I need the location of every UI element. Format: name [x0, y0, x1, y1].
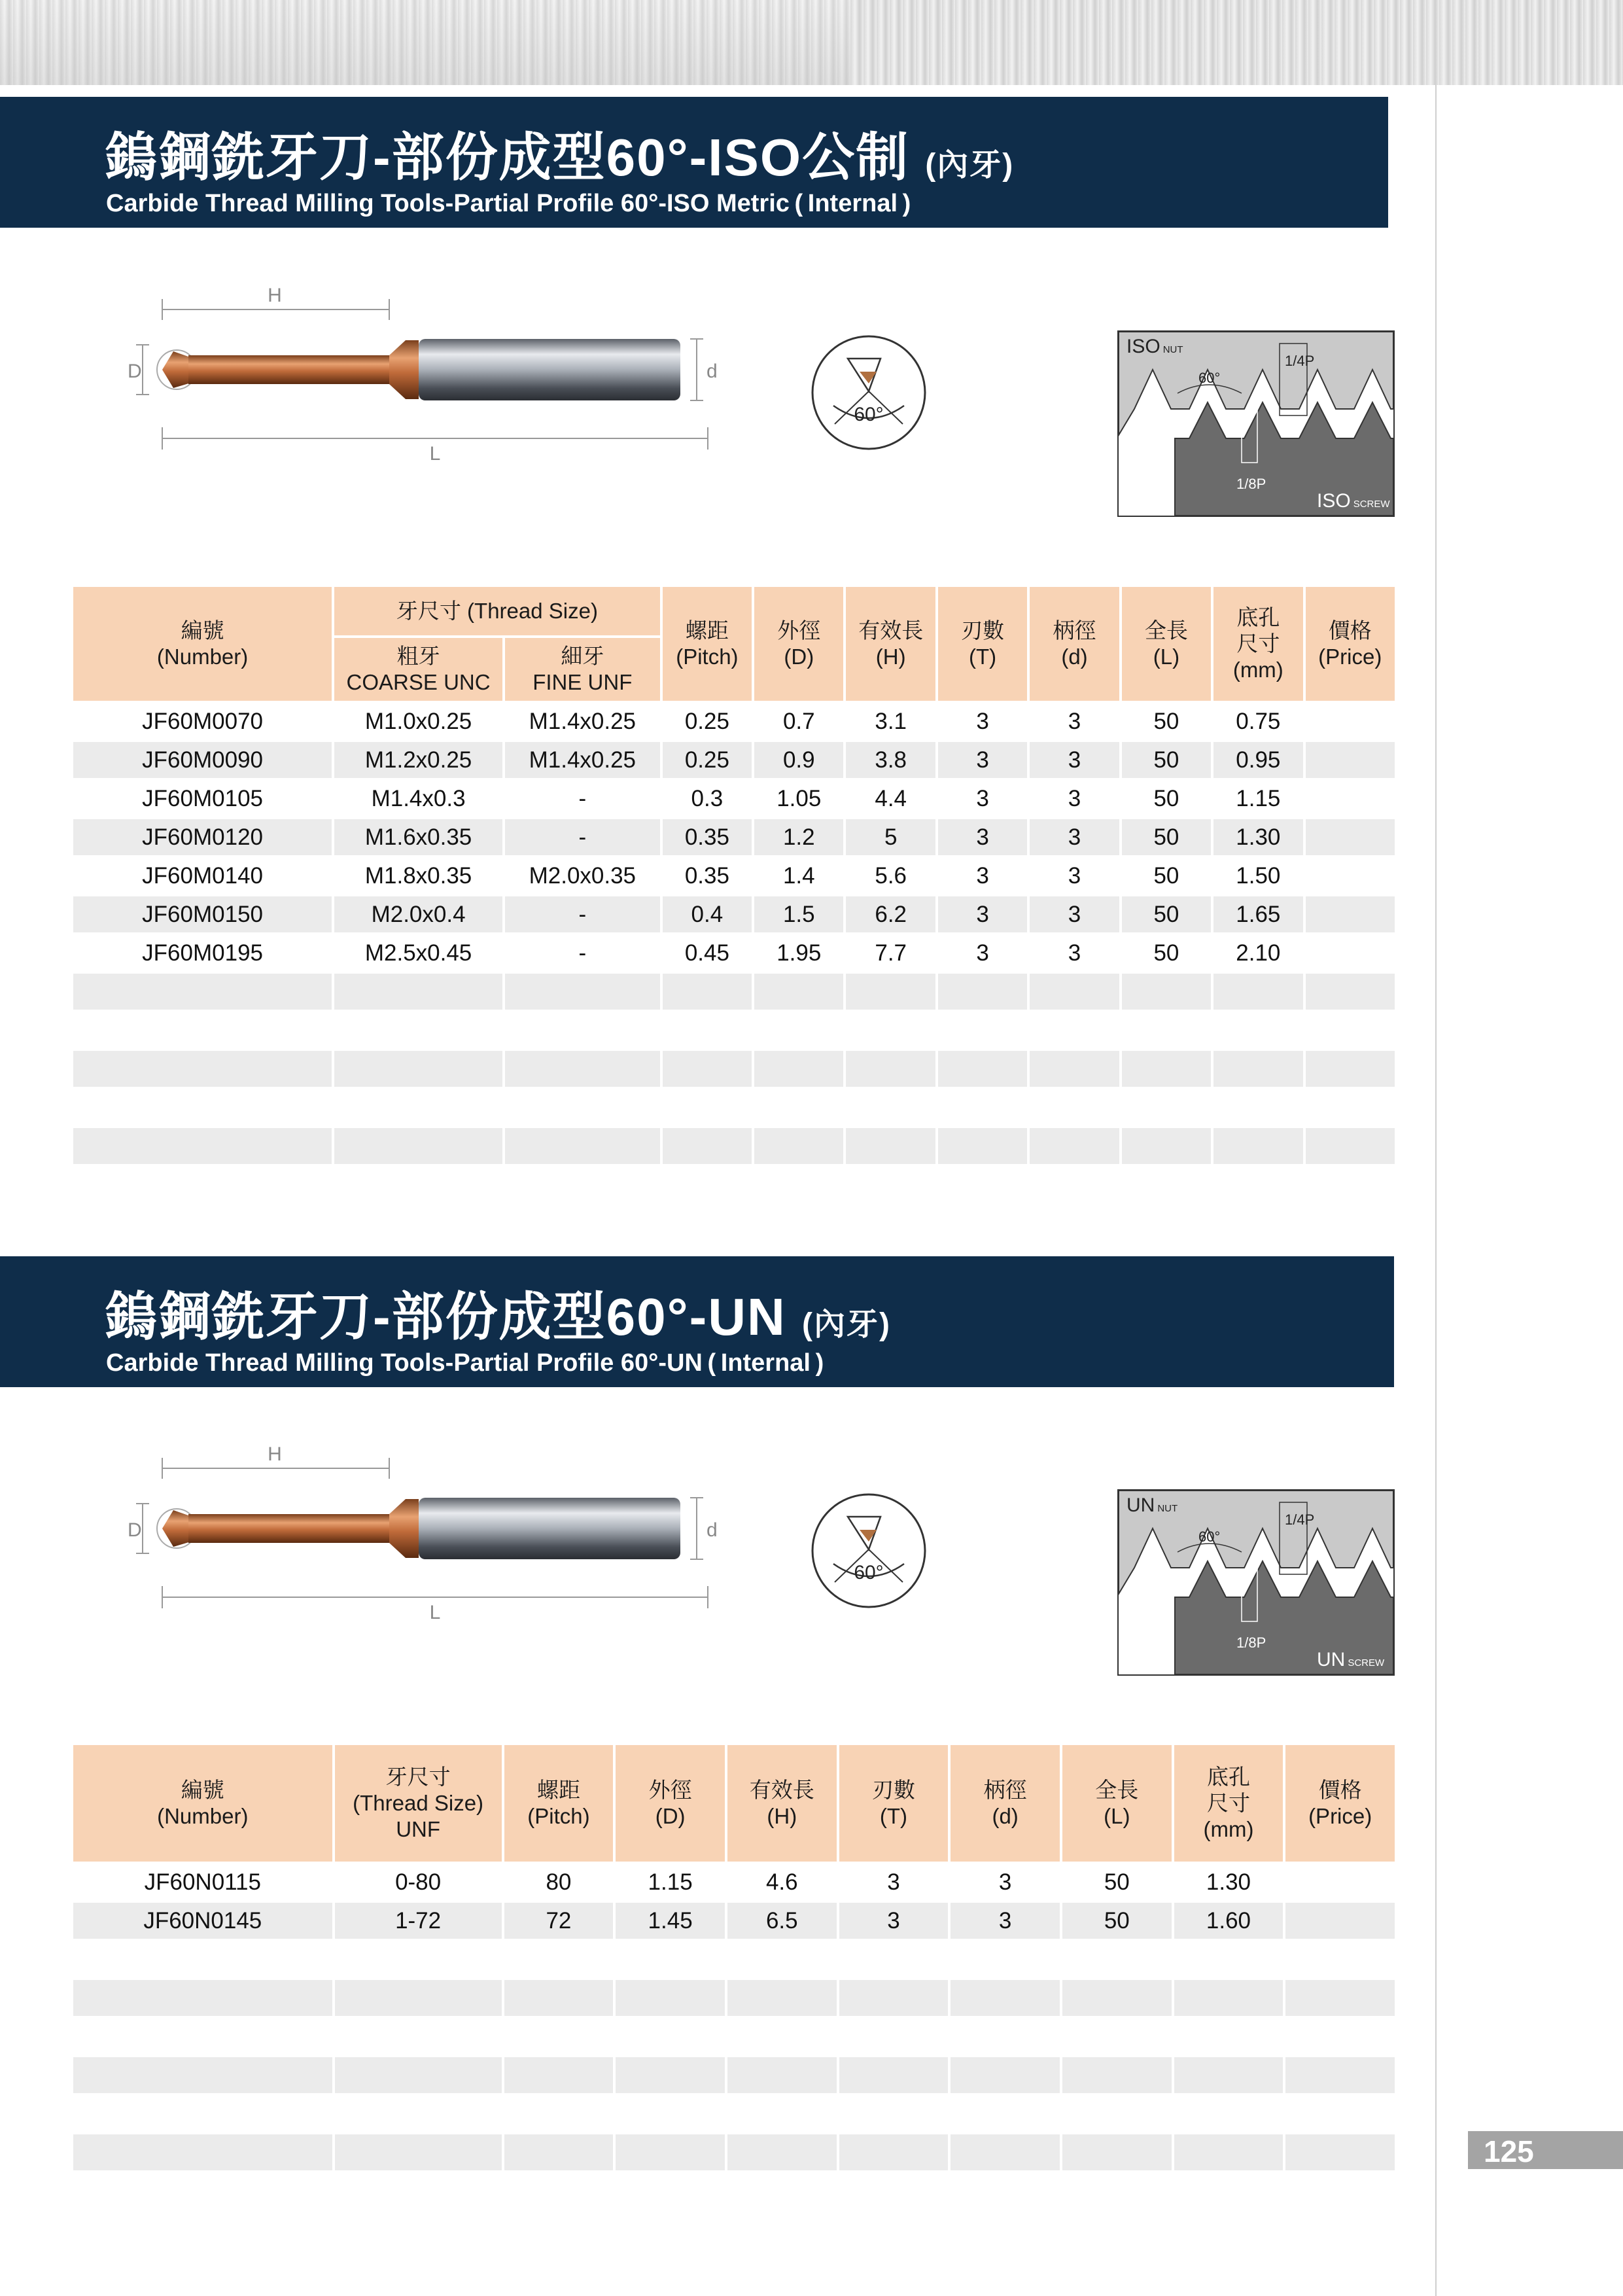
cell-shank: 3	[1030, 896, 1119, 932]
cell-eff: 4.6	[765, 1869, 798, 1895]
table-row	[73, 781, 1395, 817]
empty-row	[73, 1089, 1395, 1125]
cell-price	[1285, 1903, 1395, 1939]
col-teeth-header: 刃數 (T)	[938, 587, 1027, 701]
cell-price	[1285, 1864, 1395, 1900]
cell-pitch: 0.3	[691, 785, 724, 811]
cell-price	[1306, 858, 1395, 894]
cell-eff: 4.4	[875, 785, 907, 811]
cell-fine: -	[578, 785, 587, 811]
section-banner-un	[0, 1256, 1394, 1387]
empty-row	[73, 1941, 1395, 1977]
table-row	[73, 858, 1395, 894]
cell-fine: M1.4x0.25	[529, 708, 637, 734]
tool-dimension-drawing	[111, 278, 726, 468]
cell-hole: 1.50	[1236, 862, 1281, 889]
tool-dimension-drawing	[111, 1437, 726, 1627]
col-od-header: 外徑 (D)	[754, 587, 843, 701]
table-row	[73, 742, 1395, 778]
cell-pitch: 0.25	[663, 742, 752, 778]
profile-screw-label: UN SCREW	[1317, 1649, 1385, 1670]
col-number-header: 編號 (Number)	[73, 587, 332, 701]
col-thread-size-header: 牙尺寸 (Thread Size) UNF	[335, 1745, 502, 1862]
cell-number: JF60M0070	[142, 708, 263, 734]
cell-number: JF60N0115	[144, 1869, 261, 1895]
cell-eff: 7.7	[875, 940, 907, 966]
cell-od: 1.5	[754, 896, 843, 932]
cell-od: 1.05	[777, 785, 822, 811]
cell-price	[1306, 781, 1395, 817]
cell-hole: 0.95	[1213, 742, 1302, 778]
cell-coarse: M1.4x0.3	[371, 785, 466, 811]
iso-thread-profile-diagram	[1117, 330, 1395, 517]
section-title-en: Carbide Thread Milling Tools-Partial Profile 60°-ISO Metric ( Internal )	[106, 190, 911, 217]
cell-pitch: 0.35	[663, 819, 752, 855]
col-teeth-header: 刃數 (T)	[839, 1745, 949, 1862]
dim-d-big-label: D	[128, 361, 142, 382]
section-banner-iso	[0, 97, 1388, 228]
table-row	[73, 935, 1395, 971]
cell-price	[1306, 819, 1395, 855]
cell-pitch: 0.35	[684, 862, 729, 889]
cell-number: JF60M0195	[142, 940, 263, 966]
cell-teeth: 3	[938, 896, 1027, 932]
cell-coarse: M2.5x0.45	[364, 940, 472, 966]
col-effective-length-header: 有效長 (H)	[846, 587, 935, 701]
table-row	[73, 819, 1395, 855]
cell-coarse: M1.2x0.25	[334, 742, 502, 778]
cell-shank: 3	[951, 1903, 1060, 1939]
cell-shank: 3	[1068, 785, 1081, 811]
cell-eff: 3.8	[846, 742, 935, 778]
cell-fine: -	[505, 896, 660, 932]
cell-shank: 3	[1030, 742, 1119, 778]
col-price-header: 價格 (Price)	[1306, 587, 1395, 701]
col-total-length-header: 全長 (L)	[1062, 1745, 1172, 1862]
table-row	[73, 703, 1395, 739]
table-row	[73, 1864, 1395, 1900]
cell-total: 50	[1062, 1903, 1172, 1939]
cell-coarse: M1.0x0.25	[364, 708, 472, 734]
profile-quarter-p-label: 1/4P	[1285, 1511, 1315, 1528]
cell-total: 50	[1153, 862, 1179, 889]
empty-row	[73, 1128, 1395, 1164]
col-od-header: 外徑 (D)	[616, 1745, 725, 1862]
cell-teeth: 3	[976, 785, 989, 811]
cell-fine: M1.4x0.25	[505, 742, 660, 778]
col-fine-header: 細牙 FINE UNF	[505, 638, 660, 701]
table-row	[73, 1903, 1395, 1939]
cell-fine: M2.0x0.35	[529, 862, 637, 889]
cell-shank: 3	[1068, 862, 1081, 889]
col-shank-header: 柄徑 (d)	[951, 1745, 1060, 1862]
section-title-zh: 鎢鋼銑牙刀-部份成型60°-ISO公制 (內牙)	[105, 128, 1015, 186]
col-total-length-header: 全長 (L)	[1122, 587, 1211, 701]
cell-teeth: 3	[938, 819, 1027, 855]
cell-hole: 1.65	[1213, 896, 1302, 932]
cell-total: 50	[1122, 742, 1211, 778]
cell-thread-size: 1-72	[335, 1903, 502, 1939]
cell-thread-size: 0-80	[395, 1869, 442, 1895]
empty-row	[73, 1051, 1395, 1087]
dim-d-big-label: D	[128, 1519, 142, 1541]
cell-od: 1.15	[648, 1869, 693, 1895]
cell-teeth: 3	[839, 1903, 949, 1939]
cell-coarse: M2.0x0.4	[334, 896, 502, 932]
cell-od: 1.2	[754, 819, 843, 855]
dim-h-label: H	[268, 285, 282, 306]
cell-price	[1306, 742, 1395, 778]
cell-coarse: M1.6x0.35	[334, 819, 502, 855]
empty-row	[73, 2134, 1395, 2170]
angle-badge-label: 60°	[854, 404, 884, 425]
profile-eighth-p-label: 1/8P	[1236, 476, 1266, 492]
cell-hole: 2.10	[1236, 940, 1281, 966]
cell-shank: 3	[1030, 819, 1119, 855]
empty-row	[73, 974, 1395, 1010]
cell-fine: -	[578, 940, 587, 966]
cell-teeth: 3	[938, 742, 1027, 778]
cell-eff: 6.2	[846, 896, 935, 932]
cell-hole: 1.30	[1213, 819, 1302, 855]
col-hole-size-header: 底孔 尺寸 (mm)	[1174, 1745, 1283, 1862]
cell-number: JF60M0150	[73, 896, 332, 932]
cell-total: 50	[1122, 896, 1211, 932]
profile-nut-label: UN NUT	[1126, 1494, 1178, 1516]
cell-coarse: M1.8x0.35	[364, 862, 472, 889]
cell-od: 1.4	[782, 862, 815, 889]
cell-teeth: 3	[976, 708, 989, 734]
cell-shank: 3	[998, 1869, 1012, 1895]
empty-row	[73, 2019, 1395, 2055]
cell-eff: 3.1	[875, 708, 907, 734]
cell-total: 50	[1153, 785, 1179, 811]
cell-pitch: 0.45	[684, 940, 729, 966]
cell-total: 50	[1122, 819, 1211, 855]
col-pitch-header: 螺距 (Pitch)	[504, 1745, 614, 1862]
section-title-en: Carbide Thread Milling Tools-Partial Profile 60°-UN ( Internal )	[106, 1349, 824, 1377]
cell-price	[1306, 703, 1395, 739]
cell-od: 0.9	[754, 742, 843, 778]
dim-l-label: L	[429, 1602, 441, 1623]
cell-number: JF60M0120	[73, 819, 332, 855]
cell-eff: 5.6	[875, 862, 907, 889]
cell-total: 50	[1153, 708, 1179, 734]
col-thread-size-header: 牙尺寸 (Thread Size)	[334, 587, 659, 635]
empty-row	[73, 1980, 1395, 2016]
cell-teeth: 3	[976, 862, 989, 889]
cell-hole: 0.75	[1236, 708, 1281, 734]
cell-total: 50	[1153, 940, 1179, 966]
col-hole-size-header: 底孔 尺寸 (mm)	[1213, 587, 1302, 701]
cell-od: 0.7	[782, 708, 815, 734]
cell-pitch: 72	[504, 1903, 614, 1939]
angle-60-badge	[809, 332, 929, 453]
cell-number: JF60M0090	[73, 742, 332, 778]
cell-pitch: 0.4	[663, 896, 752, 932]
dim-l-label: L	[429, 443, 441, 465]
cell-shank: 3	[1068, 708, 1081, 734]
profile-eighth-p-label: 1/8P	[1236, 1634, 1266, 1651]
cell-hole: 1.30	[1206, 1869, 1251, 1895]
cell-pitch: 80	[546, 1869, 572, 1895]
page-number-tab	[1468, 2131, 1623, 2169]
cell-number: JF60N0145	[73, 1903, 332, 1939]
col-shank-header: 柄徑 (d)	[1030, 587, 1119, 701]
dim-d-small-label: d	[707, 1519, 718, 1541]
cell-number: JF60M0140	[142, 862, 263, 889]
angle-60-badge	[809, 1491, 929, 1611]
page-number: 125	[1484, 2134, 1534, 2168]
col-coarse-header: 粗牙 COARSE UNC	[334, 638, 502, 701]
profile-angle-label: 60°	[1198, 1528, 1221, 1545]
cell-number: JF60M0105	[142, 785, 263, 811]
header-fade	[0, 0, 850, 85]
profile-screw-label: ISO SCREW	[1317, 490, 1390, 512]
cell-hole: 1.15	[1236, 785, 1281, 811]
col-number-header: 編號 (Number)	[73, 1745, 332, 1862]
cell-eff: 5	[846, 819, 935, 855]
un-thread-profile-diagram	[1117, 1489, 1395, 1676]
profile-angle-label: 60°	[1198, 370, 1221, 386]
section-title-zh: 鎢鋼銑牙刀-部份成型60°-UN (內牙)	[105, 1288, 892, 1346]
empty-row	[73, 2057, 1395, 2093]
cell-od: 1.95	[777, 940, 822, 966]
cell-eff: 6.5	[727, 1903, 837, 1939]
cell-total: 50	[1104, 1869, 1130, 1895]
empty-row	[73, 2096, 1395, 2132]
dim-d-small-label: d	[707, 361, 718, 382]
empty-row	[73, 1012, 1395, 1048]
iso-spec-table	[71, 584, 1397, 1167]
cell-od: 1.45	[616, 1903, 725, 1939]
cell-price	[1306, 935, 1395, 971]
angle-badge-label: 60°	[854, 1562, 884, 1583]
cell-teeth: 3	[976, 940, 989, 966]
table-row	[73, 896, 1395, 932]
col-price-header: 價格 (Price)	[1285, 1745, 1395, 1862]
cell-price	[1306, 896, 1395, 932]
col-effective-length-header: 有效長 (H)	[727, 1745, 837, 1862]
profile-quarter-p-label: 1/4P	[1285, 353, 1315, 369]
cell-shank: 3	[1068, 940, 1081, 966]
dim-h-label: H	[268, 1443, 282, 1465]
cell-pitch: 0.25	[684, 708, 729, 734]
cell-hole: 1.60	[1174, 1903, 1283, 1939]
un-spec-table	[71, 1742, 1397, 2173]
cell-fine: -	[505, 819, 660, 855]
profile-nut-label: ISO NUT	[1126, 336, 1183, 357]
cell-teeth: 3	[887, 1869, 900, 1895]
col-pitch-header: 螺距 (Pitch)	[663, 587, 752, 701]
